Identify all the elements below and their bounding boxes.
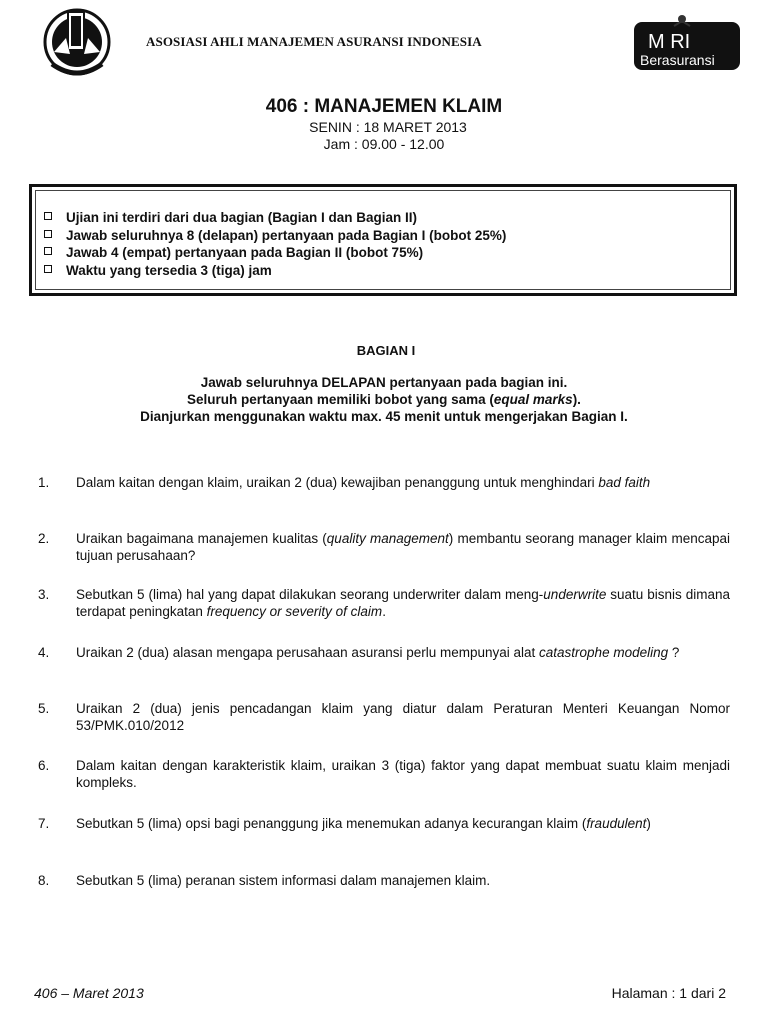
question-item [38, 815, 730, 832]
question-text: Dalam kaitan dengan karakteristik klaim, uraikan 3 (tiga) faktor yang dapat membuat suatu klaim menjadi kompleks. [76, 758, 730, 790]
question-item [38, 530, 730, 564]
question-item [38, 644, 730, 661]
section-heading: BAGIAN I [356, 343, 416, 358]
organization-name: ASOSIASI AHLI MANAJEMEN ASURANSI INDONESIA [146, 34, 482, 49]
svg-text:Berasuransi: Berasuransi [640, 52, 715, 68]
question-text: Uraikan 2 (dua) alasan mengapa perusahaan asuransi perlu mempunyai alat catastrophe modeling ? [76, 645, 680, 660]
question-item [38, 474, 730, 491]
checkbox-bullet-icon [44, 230, 52, 238]
question-number: 6. [38, 758, 50, 773]
aamai-logo [42, 8, 112, 84]
question-number: 7. [38, 816, 50, 831]
instructions-box [29, 184, 737, 296]
instruction-item: Ujian ini terdiri dari dua bagian (Bagian I dan Bagian II) [44, 209, 506, 227]
exam-date: SENIN : 18 MARET 2013 [309, 119, 467, 135]
question-text: Uraikan 2 (dua) jenis pencadangan klaim yang diatur dalam Peraturan Menteri Keuangan Nomor 53/PMK.010/2012 [76, 701, 730, 733]
question-text: Sebutkan 5 (lima) hal yang dapat dilakukan seorang underwriter dalam meng-underwrite suatu bisnis dimana terdapat peningkatan frequency or severity of claim. [76, 587, 731, 619]
instruction-item: Jawab 4 (empat) pertanyaan pada Bagian II (bobot 75%) [44, 244, 506, 262]
mari-berasuransi-logo [634, 12, 740, 70]
question-item [38, 700, 730, 734]
instruction-item: Waktu yang tersedia 3 (tiga) jam [44, 262, 506, 280]
svg-text:M RI: M RI [648, 31, 691, 53]
question-item [38, 586, 730, 620]
instructions-list [44, 209, 506, 279]
question-item [38, 872, 730, 889]
checkbox-bullet-icon [44, 212, 52, 220]
page-number: Halaman : 1 dari 2 [611, 985, 726, 1001]
section-intro-line: Seluruh pertanyaan memiliki bobot yang sama (equal marks). [187, 392, 581, 407]
aamai-emblem-icon [42, 8, 112, 84]
section-intro-line: Jawab seluruhnya DELAPAN pertanyaan pada bagian ini. [200, 375, 568, 390]
question-number: 2. [38, 531, 50, 546]
question-number: 3. [38, 587, 50, 602]
checkbox-bullet-icon [44, 247, 52, 255]
mari-berasuransi-logo-icon [634, 12, 740, 70]
question-number: 8. [38, 873, 50, 888]
question-number: 4. [38, 645, 50, 660]
footer-exam-code: 406 – Maret 2013 [34, 985, 144, 1001]
section-intro [0, 374, 768, 425]
question-text: Sebutkan 5 (lima) opsi bagi penanggung jika menemukan adanya kecurangan klaim (fraudulent) [76, 816, 651, 831]
exam-time: Jam : 09.00 - 12.00 [323, 136, 445, 152]
exam-title: 406 : MANAJEMEN KLAIM [265, 96, 503, 117]
question-text: Uraikan bagaimana manajemen kualitas (quality management) membantu seorang manager klaim mencapai tujuan perusahaan? [76, 531, 731, 563]
question-number: 1. [38, 475, 50, 490]
section-intro-line: Dianjurkan menggunakan waktu max. 45 menit untuk mengerjakan Bagian I. [140, 409, 628, 424]
question-item [38, 757, 730, 791]
question-text: Dalam kaitan dengan klaim, uraikan 2 (dua) kewajiban penanggung untuk menghindari bad faith [76, 475, 651, 490]
instruction-item: Jawab seluruhnya 8 (delapan) pertanyaan pada Bagian I (bobot 25%) [44, 227, 506, 245]
question-text: Sebutkan 5 (lima) peranan sistem informasi dalam manajemen klaim. [76, 873, 491, 888]
question-number: 5. [38, 701, 50, 716]
checkbox-bullet-icon [44, 265, 52, 273]
